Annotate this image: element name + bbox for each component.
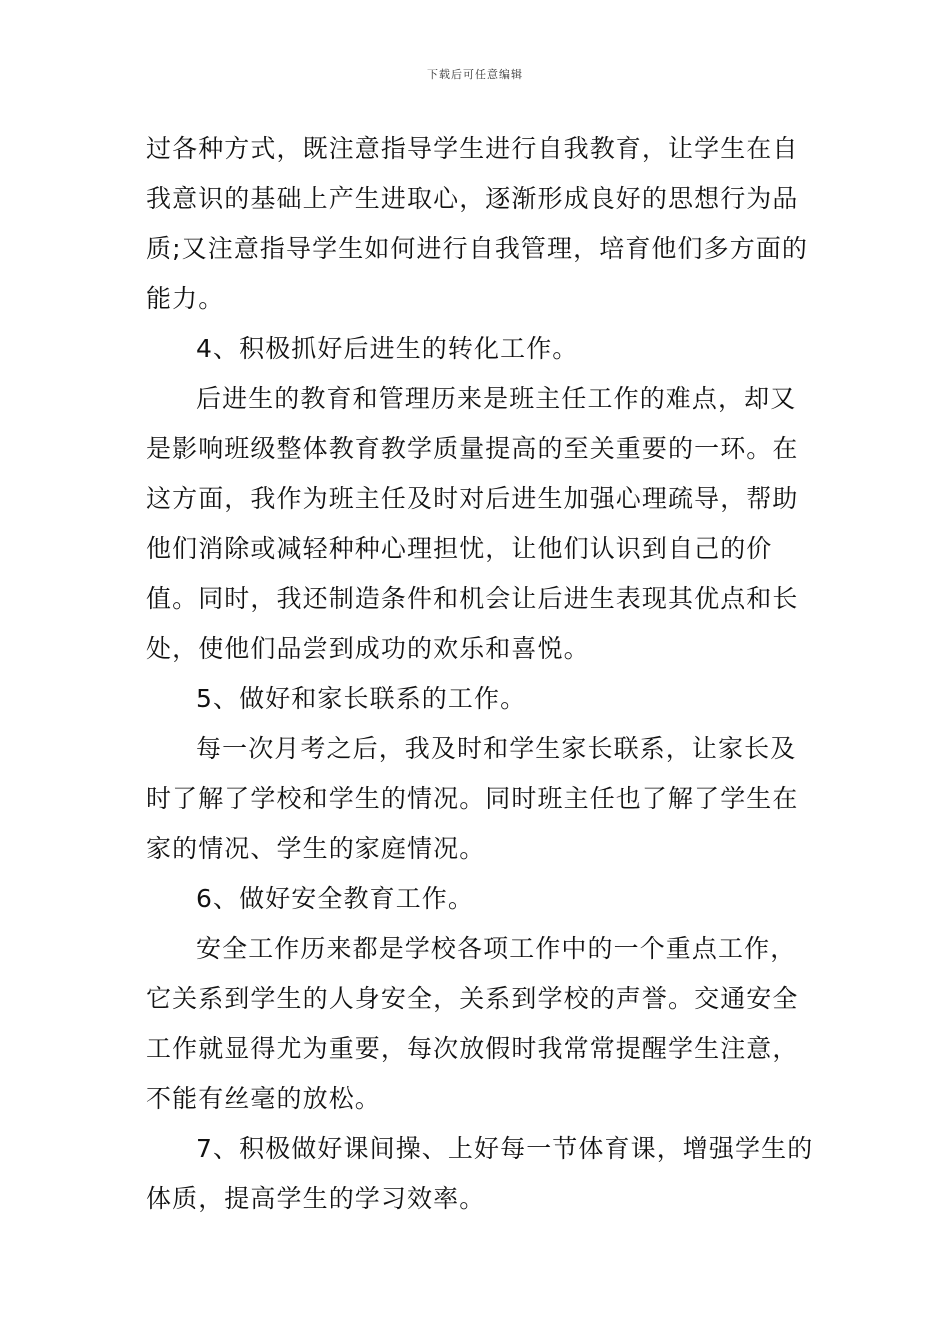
section-heading-7: 7、积极做好课间操、上好每一节体育课，增强学生的 [196, 1134, 814, 1163]
text-line-1: 过各种方式，既注意指导学生进行自我教育，让学生在自 [146, 134, 799, 163]
section-heading-5: 5、做好和家长联系的工作。 [196, 684, 527, 713]
section-heading-4: 4、积极抓好后进生的转化工作。 [196, 334, 579, 363]
section-heading-6: 6、做好安全教育工作。 [196, 884, 475, 913]
text-line-22: 体质，提高学生的学习效率。 [146, 1184, 486, 1213]
text-line-3: 质;又注意指导学生如何进行自我管理，培育他们多方面的 [146, 234, 809, 263]
text-line-17: 安全工作历来都是学校各项工作中的一个重点工作， [196, 934, 797, 963]
text-line-2: 我意识的基础上产生进取心，逐渐形成良好的思想行为品 [146, 184, 799, 213]
text-line-19: 工作就显得尤为重要，每次放假时我常常提醒学生注意， [146, 1034, 799, 1063]
document-body [146, 124, 814, 1224]
text-line-8: 这方面，我作为班主任及时对后进生加强心理疏导，帮助 [146, 484, 799, 513]
text-line-9: 他们消除或减轻种种心理担忧，让他们认识到自己的价 [146, 534, 773, 563]
text-line-6: 后进生的教育和管理历来是班主任工作的难点，却又 [196, 384, 797, 413]
text-line-10: 值。同时，我还制造条件和机会让后进生表现其优点和长 [146, 584, 799, 613]
header-note: 下载后可任意编辑 [427, 68, 523, 81]
text-line-15: 家的情况、学生的家庭情况。 [146, 834, 486, 863]
text-line-11: 处，使他们品尝到成功的欢乐和喜悦。 [146, 634, 590, 663]
text-line-14: 时了解了学校和学生的情况。同时班主任也了解了学生在 [146, 784, 799, 813]
text-line-20: 不能有丝毫的放松。 [146, 1084, 381, 1113]
text-line-7: 是影响班级整体教育教学质量提高的至关重要的一环。在 [146, 434, 799, 463]
text-line-4: 能力。 [146, 284, 225, 313]
text-line-18: 它关系到学生的人身安全，关系到学校的声誉。交通安全 [146, 984, 799, 1013]
text-line-13: 每一次月考之后，我及时和学生家长联系，让家长及 [196, 734, 797, 763]
